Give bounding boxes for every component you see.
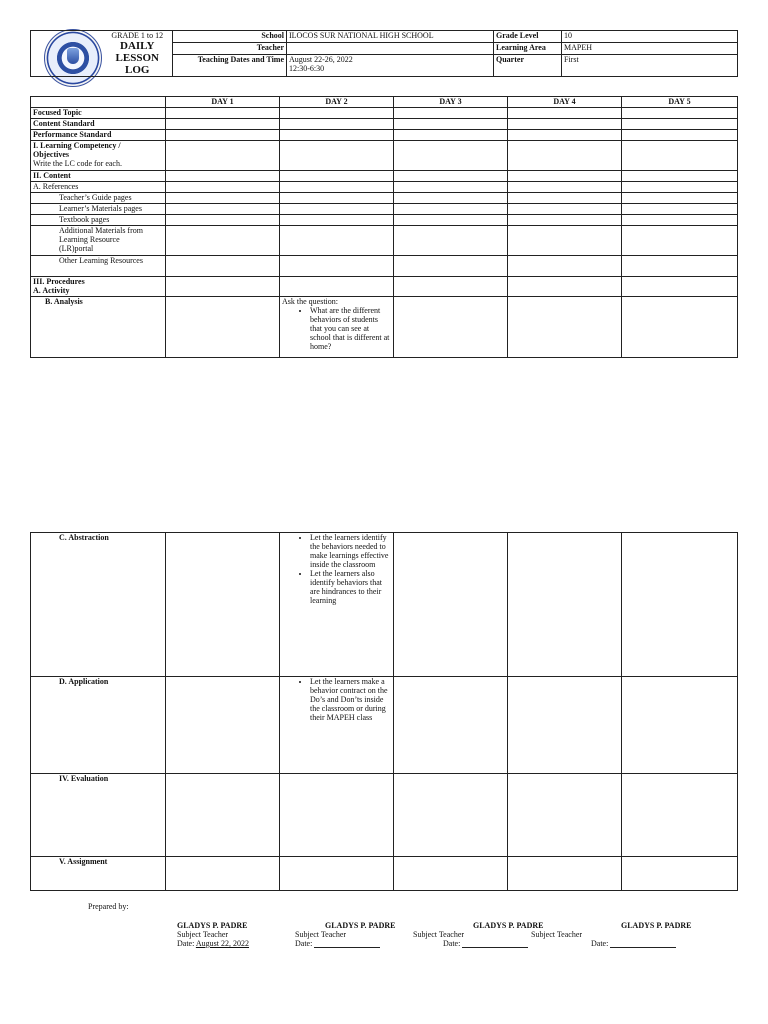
- lesson-log-table-continued: [30, 532, 738, 891]
- date-label: Date:: [295, 939, 313, 948]
- table-row: [31, 857, 738, 891]
- cell: [166, 774, 280, 857]
- analysis-intro: Ask the question:: [282, 297, 338, 306]
- row-label-application: D. Application: [31, 677, 166, 774]
- activity-label: A. Activity: [33, 286, 70, 295]
- signature-block-2: [295, 921, 395, 948]
- procedures-heading: III. Procedures: [33, 277, 85, 286]
- day-header: DAY 1: [166, 97, 280, 108]
- cell: [508, 182, 622, 193]
- cell: [280, 171, 394, 182]
- row-label-abstraction: C. Abstraction: [31, 533, 166, 677]
- title-cell: [103, 31, 173, 77]
- abstraction-bullet-1: • Let the learners identify the behaviors needed to make learnings effective inside the classroom: [310, 533, 391, 569]
- cell: [166, 141, 280, 171]
- signature-block-3: [413, 921, 543, 948]
- cell: [280, 256, 394, 277]
- row-label-assignment: V. Assignment: [31, 857, 166, 891]
- cell: [508, 215, 622, 226]
- cell: [622, 141, 738, 171]
- table-row: [31, 256, 738, 277]
- row-label-references: A. References: [31, 182, 166, 193]
- cell: [394, 533, 508, 677]
- blank-corner: [31, 97, 166, 108]
- signature-date: [177, 939, 249, 948]
- cell: [622, 204, 738, 215]
- cell: [394, 297, 508, 358]
- signature-block-1: [177, 921, 249, 948]
- table-row: [31, 182, 738, 193]
- cell: [622, 119, 738, 130]
- cell: [166, 171, 280, 182]
- table-row: [31, 119, 738, 130]
- row-label-performance-standard: Performance Standard: [31, 130, 166, 141]
- row-label-content-standard: Content Standard: [31, 119, 166, 130]
- table-row: [31, 204, 738, 215]
- cell: [166, 215, 280, 226]
- dates-value-time: 12:30-6:30: [289, 64, 325, 74]
- cell: [394, 857, 508, 891]
- cell: [280, 857, 394, 891]
- date-blank: [462, 947, 528, 948]
- day-header: DAY 4: [508, 97, 622, 108]
- cell: [508, 141, 622, 171]
- signature-name: GLADYS P. PADRE: [473, 921, 544, 930]
- cell: [166, 204, 280, 215]
- cell: [622, 297, 738, 358]
- cell: [166, 130, 280, 141]
- cell: [394, 119, 508, 130]
- date-label: Date:: [177, 939, 195, 948]
- table-row: [31, 171, 738, 182]
- cell: [280, 204, 394, 215]
- add-line-2: Learning Resource: [59, 235, 120, 244]
- cell: [622, 215, 738, 226]
- cell: [508, 119, 622, 130]
- cell: [622, 677, 738, 774]
- cell: [394, 171, 508, 182]
- grade-range: GRADE 1 to 12: [111, 31, 164, 40]
- row-label-other-resources: Other Learning Resources: [31, 256, 166, 277]
- cell: [394, 277, 508, 297]
- signature-block-4: [531, 921, 691, 948]
- cell: [394, 141, 508, 171]
- row-label-analysis: B. Analysis: [31, 297, 166, 358]
- cell: [508, 108, 622, 119]
- cell: [622, 277, 738, 297]
- cell: [508, 533, 622, 677]
- learning-area-label: Learning Area: [494, 43, 562, 55]
- application-bullet-1: • Let the learners make a behavior contract on the Do’s and Don’ts inside the classroom or during their MAPEH class: [310, 677, 391, 722]
- cell: [280, 277, 394, 297]
- cell: [508, 171, 622, 182]
- signature-date: [413, 939, 543, 948]
- signature-role: Subject Teacher: [295, 930, 347, 939]
- cell: [508, 857, 622, 891]
- cell: [394, 256, 508, 277]
- dates-value-range: August 22-26, 2022: [289, 55, 353, 65]
- analysis-bullet: • What are the different behaviors of students that you can see at school that is different at home?: [310, 306, 391, 351]
- signature-name: GLADYS P. PADRE: [621, 921, 692, 930]
- cell: [280, 108, 394, 119]
- signature-name: GLADYS P. PADRE: [325, 921, 396, 930]
- cell: [508, 677, 622, 774]
- cell: [394, 677, 508, 774]
- date-label: Date:: [443, 939, 461, 948]
- grade-level-value: 10: [562, 31, 738, 43]
- cell: [394, 193, 508, 204]
- cell: [622, 256, 738, 277]
- dates-value: [287, 55, 494, 77]
- cell: [508, 226, 622, 256]
- row-label-learning-competency: [31, 141, 166, 171]
- title-daily: DAILY: [120, 40, 155, 52]
- add-line-3: (LR)portal: [59, 244, 94, 253]
- table-row: [31, 141, 738, 171]
- cell: [280, 193, 394, 204]
- signature-date: [531, 939, 691, 948]
- cell: [166, 297, 280, 358]
- cell: [394, 215, 508, 226]
- signature-role: Subject Teacher: [531, 930, 583, 939]
- cell: [622, 130, 738, 141]
- title-log: LOG: [125, 64, 150, 76]
- lc-line-3: Write the LC code for each.: [33, 159, 122, 168]
- table-row: [31, 533, 738, 677]
- date-blank: [314, 947, 380, 948]
- title-lesson: LESSON: [115, 52, 159, 64]
- lc-line-2: Objectives: [33, 150, 69, 159]
- cell: [280, 226, 394, 256]
- lesson-log-table: [30, 96, 738, 358]
- teacher-value: [287, 43, 494, 55]
- learning-area-value: MAPEH: [562, 43, 738, 55]
- cell: [280, 130, 394, 141]
- cell: [280, 182, 394, 193]
- cell: [394, 204, 508, 215]
- row-label-additional-materials: [31, 226, 166, 256]
- day-header-row: [31, 97, 738, 108]
- cell: [622, 857, 738, 891]
- table-row: [31, 215, 738, 226]
- cell: [622, 108, 738, 119]
- row-label-evaluation: IV. Evaluation: [31, 774, 166, 857]
- school-value: ILOCOS SUR NATIONAL HIGH SCHOOL: [287, 31, 494, 43]
- table-row: [31, 774, 738, 857]
- cell: [508, 193, 622, 204]
- cell: [280, 215, 394, 226]
- cell: [280, 774, 394, 857]
- cell: [166, 677, 280, 774]
- day2-application-cell: [280, 677, 394, 774]
- cell: [622, 774, 738, 857]
- table-row: [31, 193, 738, 204]
- cell: [508, 774, 622, 857]
- day-header: DAY 3: [394, 97, 508, 108]
- cell: [166, 256, 280, 277]
- school-label: School: [173, 31, 287, 43]
- cell: [166, 182, 280, 193]
- day2-abstraction-cell: [280, 533, 394, 677]
- cell: [166, 108, 280, 119]
- quarter-value: First: [562, 55, 738, 77]
- day-header: DAY 2: [280, 97, 394, 108]
- table-row: [31, 226, 738, 256]
- table-row: [31, 108, 738, 119]
- cell: [166, 857, 280, 891]
- quarter-label: Quarter: [494, 55, 562, 77]
- table-row: [31, 130, 738, 141]
- table-row: [31, 277, 738, 297]
- signature-role: Subject Teacher: [413, 930, 465, 939]
- cell: [622, 193, 738, 204]
- cell: [166, 193, 280, 204]
- dates-label: Teaching Dates and Time: [173, 55, 287, 77]
- cell: [166, 226, 280, 256]
- cell: [508, 277, 622, 297]
- cell: [622, 226, 738, 256]
- cell: [508, 256, 622, 277]
- date-label: Date:: [591, 939, 609, 948]
- table-row: [31, 297, 738, 358]
- row-label-focused-topic: Focused Topic: [31, 108, 166, 119]
- row-label-procedures: [31, 277, 166, 297]
- logo-cell: [31, 31, 103, 77]
- add-line-1: Additional Materials from: [59, 226, 143, 235]
- cell: [394, 108, 508, 119]
- teacher-label: Teacher: [173, 43, 287, 55]
- signature-date: [295, 939, 395, 948]
- cell: [166, 119, 280, 130]
- cell: [394, 182, 508, 193]
- cell: [394, 774, 508, 857]
- cell: [166, 533, 280, 677]
- signature-name: GLADYS P. PADRE: [177, 921, 248, 930]
- table-row: [31, 677, 738, 774]
- abstraction-bullet-2: • Let the learners also identify behaviors that are hindrances to their learning: [310, 569, 391, 605]
- cell: [166, 277, 280, 297]
- cell: [280, 141, 394, 171]
- cell: [280, 119, 394, 130]
- cell: [394, 226, 508, 256]
- signature-role: Subject Teacher: [177, 930, 229, 939]
- row-label-content: II. Content: [31, 171, 166, 182]
- row-label-teachers-guide: Teacher’s Guide pages: [31, 193, 166, 204]
- prepared-by-label: Prepared by:: [88, 902, 129, 911]
- grade-level-label: Grade Level: [494, 31, 562, 43]
- day-header: DAY 5: [622, 97, 738, 108]
- cell: [508, 204, 622, 215]
- cell: [622, 171, 738, 182]
- header-table: [30, 30, 738, 77]
- date-value: August 22, 2022: [195, 939, 250, 948]
- cell: [622, 533, 738, 677]
- cell: [394, 130, 508, 141]
- date-blank: [610, 947, 676, 948]
- cell: [622, 182, 738, 193]
- lc-line-1: I. Learning Competency /: [33, 141, 121, 150]
- cell: [508, 297, 622, 358]
- day2-analysis-cell: [280, 297, 394, 358]
- cell: [508, 130, 622, 141]
- row-label-learners-materials: Learner’s Materials pages: [31, 204, 166, 215]
- row-label-textbook: Textbook pages: [31, 215, 166, 226]
